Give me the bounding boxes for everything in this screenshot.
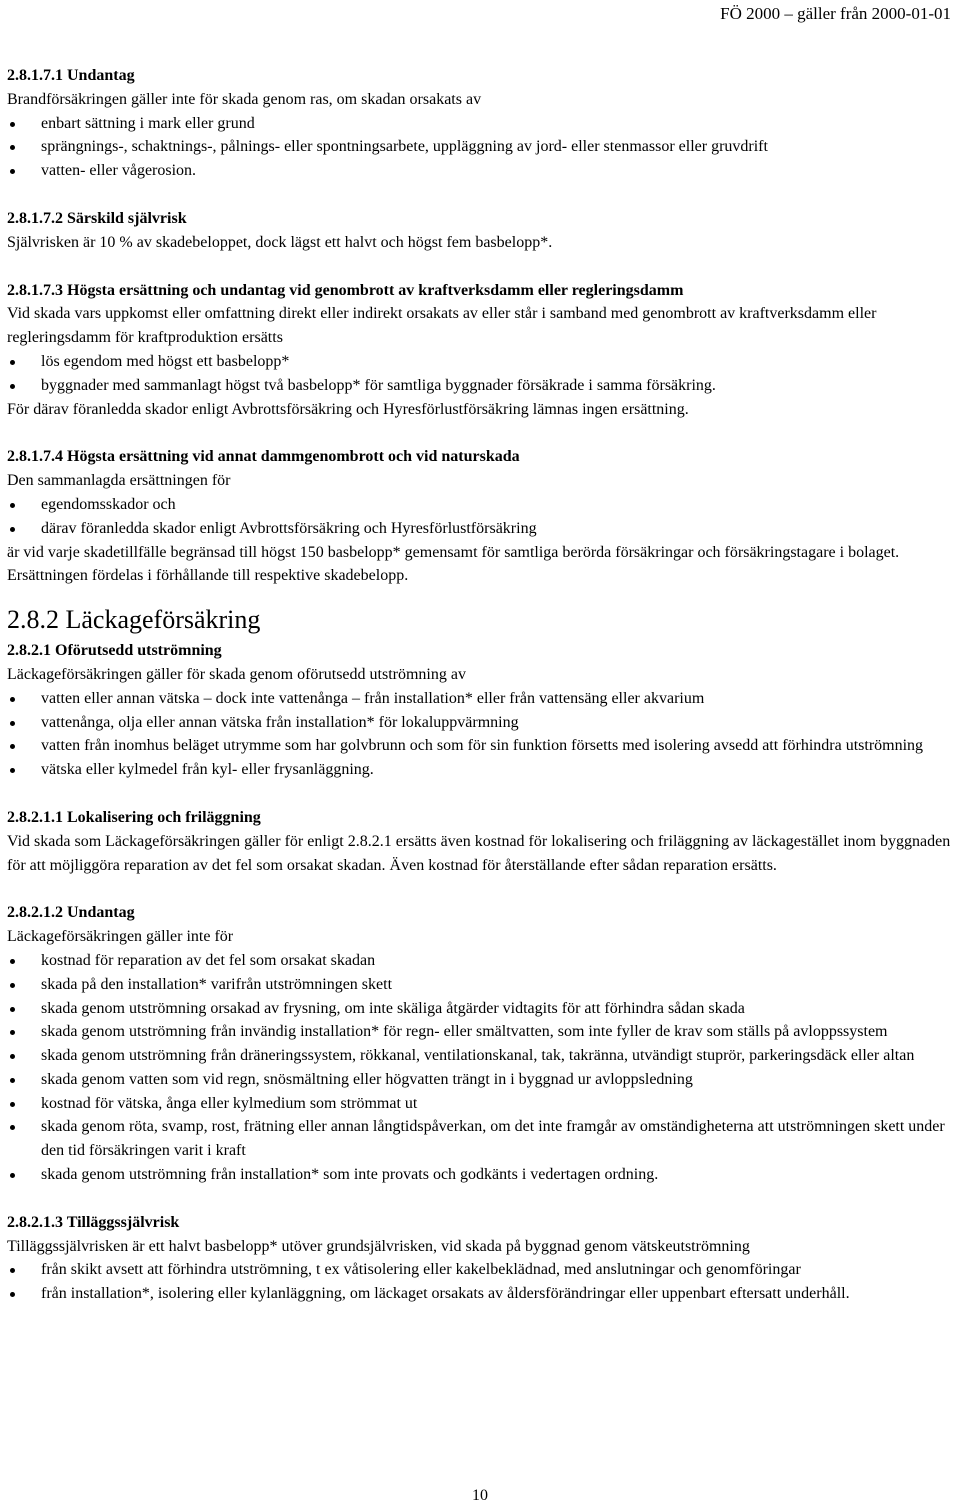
list-item: vatten från inomhus beläget utrymme som har golvbrunn och som för sin funktion försetts med isolering avsedd att förhindra utströmning (7, 734, 952, 758)
paragraph: Vid skada som Läckageförsäkringen gäller för enligt 2.8.2.1 ersätts även kostnad för lokalisering och friläggning av läckagestället inom byggnaden för att möjliggöra reparation av det fel som orsakat skadan. Även kostnad för återställande efter sådan reparation ersätts. (7, 832, 951, 874)
list-item: vatten- eller vågerosion. (7, 159, 952, 183)
list-item: därav föranledda skador enligt Avbrottsförsäkring och Hyresförlustförsäkring (7, 517, 952, 541)
list-item: skada genom utströmning från installation* som inte provats och godkänts i vedertagen ordning. (7, 1163, 952, 1187)
bullet-list (7, 687, 952, 782)
bullet-list (7, 350, 952, 398)
list-item: från skikt avsett att förhindra utströmning, t ex våtisolering eller kakelbeklädnad, med anslutningar och genomföringar (7, 1258, 952, 1282)
list-item: lös egendom med högst ett basbelopp* (7, 350, 952, 374)
paragraph: Den sammanlagda ersättningen för (7, 472, 231, 490)
document-body (7, 64, 952, 1306)
list-item: vattenånga, olja eller annan vätska från installation* för lokaluppvärmning (7, 711, 952, 735)
paragraph: För därav föranledda skador enligt Avbrottsförsäkring och Hyresförlustförsäkring lämnas ingen ersättning. (7, 400, 689, 418)
list-item: byggnader med sammanlagt högst två basbelopp* för samtliga byggnader försäkrade i samma försäkring. (7, 374, 952, 398)
paragraph: Självrisken är 10 % av skadebeloppet, dock lägst ett halvt och högst fem basbelopp*. (7, 233, 553, 251)
list-item: enbart sättning i mark eller grund (7, 112, 952, 136)
section-heading: 2.8.1.7.1 Undantag (7, 67, 135, 84)
list-item: från installation*, isolering eller kylanläggning, om läckaget orsakats av åldersförändringar eller uppenbart eftersatt underhåll. (7, 1282, 952, 1306)
section-undantag (7, 64, 952, 183)
paragraph: Läckageförsäkringen gäller inte för (7, 928, 234, 946)
list-item: skada genom utströmning orsakad av frysning, om inte skäliga åtgärder vidtagits för att förhindra sådan skada (7, 997, 952, 1021)
page-header: FÖ 2000 – gäller från 2000-01-01 (720, 4, 951, 23)
list-item: skada genom utströmning från invändig installation* för regn- eller smältvatten, som inte fyller de krav som ställs på avloppssystem (7, 1020, 952, 1044)
paragraph: Läckageförsäkringen gäller för skada genom oförutsedd utströmning av (7, 665, 466, 683)
section-tillaggssjalvrisk (7, 1211, 952, 1306)
list-item: skada genom utströmning från dräneringssystem, rökkanal, ventilationskanal, tak, takränna, utvändigt stuprör, parkeringsdäck eller altan (7, 1044, 952, 1068)
bullet-list (7, 949, 952, 1187)
chapter-heading: 2.8.2 Läckageförsäkring (7, 605, 261, 635)
bullet-list (7, 493, 952, 541)
section-undantag-lackage (7, 901, 952, 1187)
page-number: 10 (472, 1487, 488, 1504)
list-item: vätska eller kylmedel från kyl- eller frysanläggning. (7, 758, 952, 782)
list-item: egendomsskador och (7, 493, 952, 517)
bullet-list (7, 112, 952, 183)
list-item: kostnad för vätska, ånga eller kylmedium som strömmat ut (7, 1092, 952, 1116)
section-sarskild-sjalvrisk (7, 207, 952, 255)
list-item: skada genom vatten som vid regn, snösmältning eller högvatten trängt in i byggnad ur avloppsledning (7, 1068, 952, 1092)
section-heading: 2.8.1.7.4 Högsta ersättning vid annat dammgenombrott och vid naturskada (7, 448, 520, 466)
section-lokalisering (7, 806, 952, 877)
paragraph: är vid varje skadetillfälle begränsad till högst 150 basbelopp* gemensamt för samtliga berörda försäkringar och försäkringstagare i bolaget. Ersättningen fördelas i förhållande till respektive skadebelopp. (7, 543, 900, 585)
section-heading: 2.8.2.1.2 Undantag (7, 904, 135, 922)
section-heading: 2.8.1.7.3 Högsta ersättning och undantag vid genombrott av kraftverksdamm eller regleringsdamm (7, 281, 684, 299)
section-heading: 2.8.2.1.1 Lokalisering och friläggning (7, 808, 261, 826)
paragraph: Brandförsäkringen gäller inte för skada genom ras, om skadan orsakats av (7, 90, 482, 108)
paragraph: Vid skada vars uppkomst eller omfattning direkt eller indirekt orsakats av eller står i samband med genombrott av kraftverksdamm eller regleringsdamm för kraftproduktion ersätts (7, 305, 877, 347)
list-item: vatten eller annan vätska – dock inte vattenånga – från installation* eller från vattensäng eller akvarium (7, 687, 952, 711)
bullet-list (7, 1258, 952, 1306)
list-item: kostnad för reparation av det fel som orsakat skadan (7, 949, 952, 973)
section-hogsta-ersattning-naturskada (7, 445, 952, 588)
section-oforutsedd-utstromning (7, 639, 952, 782)
list-item: sprängnings-, schaktnings-, pålnings- eller spontningsarbete, uppläggning av jord- eller stenmassor eller gruvdrift (7, 135, 952, 159)
section-hogsta-ersattning-kraftverksdamm (7, 279, 952, 422)
list-item: skada på den installation* varifrån utströmningen skett (7, 973, 952, 997)
paragraph: Tilläggssjälvrisken är ett halvt basbelopp* utöver grundsjälvrisken, vid skada på byggnad genom vätskeutströmning (7, 1237, 750, 1255)
section-heading: 2.8.1.7.2 Särskild självrisk (7, 209, 187, 227)
list-item: skada genom röta, svamp, rost, frätning eller annan långtidspåverkan, om det inte framgår av omständigheterna att utströmningen skett under den tid försäkringen varit i kraft (7, 1115, 952, 1163)
section-heading: 2.8.2.1 Oförutsedd utströmning (7, 642, 222, 660)
section-heading: 2.8.2.1.3 Tilläggssjälvrisk (7, 1213, 180, 1231)
